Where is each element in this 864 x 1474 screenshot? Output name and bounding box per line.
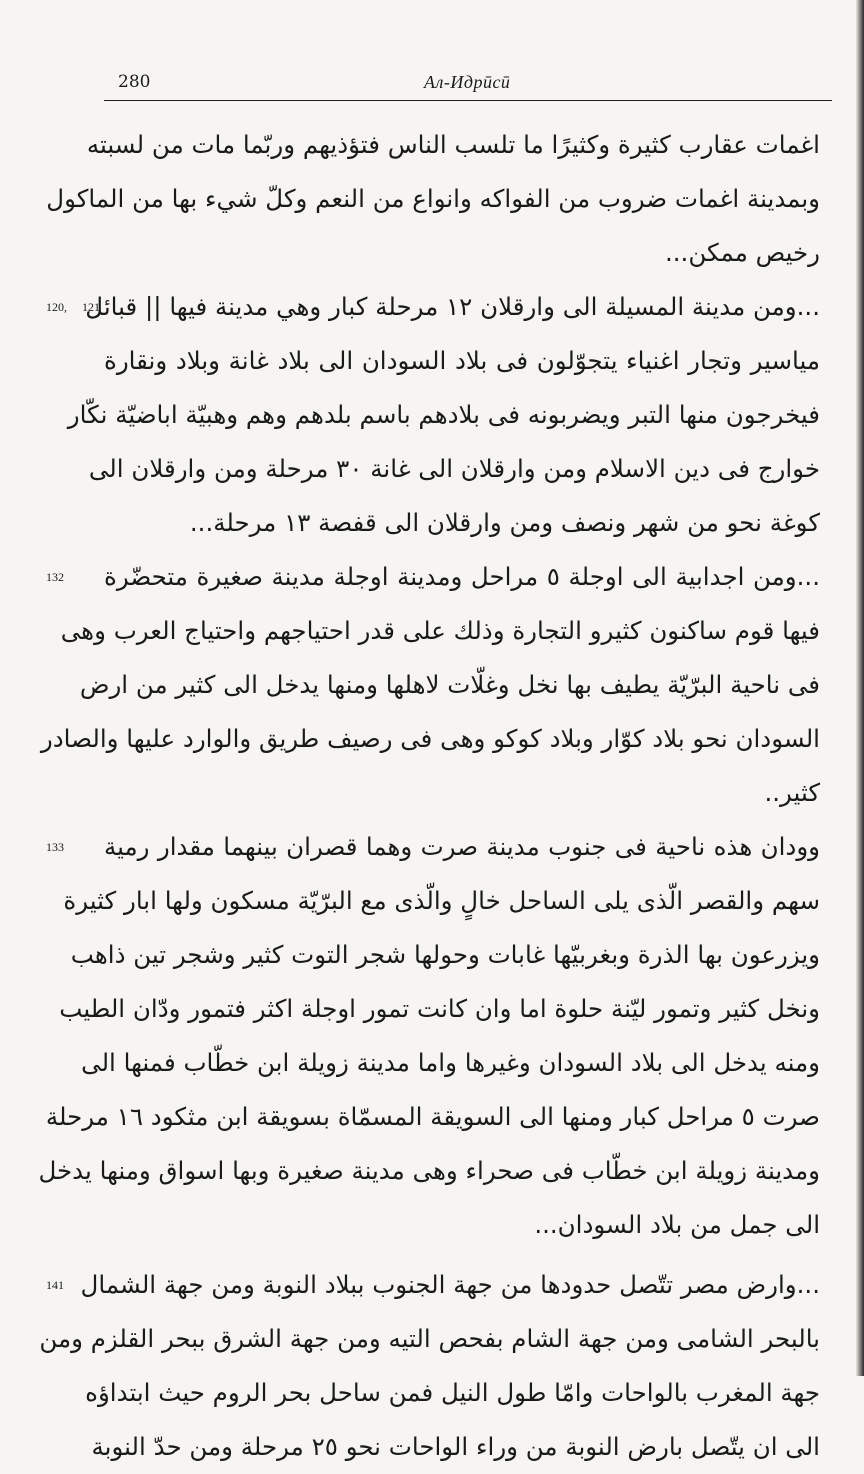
text-line: الى جمل من بلاد السودان... bbox=[534, 1210, 820, 1239]
page-header bbox=[104, 70, 832, 101]
text-line: 132 ...ومن اجدابية الى اوجلة ٥ مراحل ومدينة اوجلة مدينة صغيرة متحضّرة bbox=[104, 550, 820, 604]
marginal-reference: 120, 121 bbox=[46, 300, 100, 314]
text-line: خوارج فى دين الاسلام ومن وارقلان الى غانة ٣٠ مرحلة ومن وارقلان الى bbox=[88, 454, 820, 483]
text-line: صرت ٥ مراحل كبار ومنها الى السويقة المسمّاة بسويقة ابن مثكود ١٦ مرحلة bbox=[45, 1102, 820, 1131]
page-edge bbox=[856, 0, 864, 1376]
marginal-reference: 133 bbox=[46, 840, 64, 854]
text-line: السودان نحو بلاد كوّار وبلاد كوكو وهى فى رصيف طريق والوارد عليها والصادر bbox=[40, 724, 820, 753]
body-text bbox=[38, 118, 820, 1474]
marginal-reference: 132 bbox=[46, 570, 64, 584]
text-line: جهة المغرب بالواحات وامّا طول النيل فمن ساحل بحر الروم حيث ابتداؤه bbox=[85, 1378, 820, 1407]
text-line: فيها قوم ساكنون كثيرو التجارة وذلك على قدر احتياجهم واحتياج العرب وهى bbox=[60, 616, 820, 645]
text-line: سهم والقصر الّذى يلى الساحل خالٍ والّذى مع البرّيّة مسكون ولها ابار كثيرة bbox=[63, 886, 820, 915]
text-line: 120, 121 ...ومن مدينة المسيلة الى وارقلان ١٢ مرحلة كبار وهي مدينة فيها || قبائل bbox=[104, 280, 820, 334]
text-line: ومدينة زويلة ابن خطّاب فى صحراء وهى مدينة صغيرة وبها اسواق ومنها يدخل bbox=[38, 1156, 820, 1185]
text-line: رخيص ممكن... bbox=[664, 238, 820, 267]
text-line: بالبحر الشامى ومن جهة الشام بفحص التيه ومن جهة الشرق ببحر القلزم ومن bbox=[39, 1324, 820, 1353]
text-line: كوغة نحو من شهر ونصف ومن وارقلان الى قفصة ١٣ مرحلة... bbox=[189, 508, 820, 537]
text-line: 141 ...وارض مصر تتّصل حدودها من جهة الجنوب ببلاد النوبة ومن جهة الشمال bbox=[104, 1258, 820, 1312]
text-line: ويزرعون بها الذرة وبغربيّها غابات وحولها شجر التوت كثير وشجر تين ذاهب bbox=[70, 940, 820, 969]
page-number: 280 bbox=[118, 72, 151, 92]
text-line: اغمات عقارب كثيرة وكثيرًا ما تلسب الناس فتؤذيهم وربّما مات من لسبته bbox=[86, 130, 820, 159]
text-line: الى ان يتّصل بارض النوبة من وراء الواحات نحو ٢٥ مرحلة ومن حدّ النوبة bbox=[91, 1432, 820, 1461]
text-line: ونخل كثير وتمور ليّنة حلوة اما وان كانت تمور اوجلة اكثر فتمور ودّان الطيب bbox=[59, 994, 820, 1023]
text-line: وبمدينة اغمات ضروب من الفواكه وانواع من النعم وكلّ شيء بها من الماكول bbox=[46, 184, 820, 213]
text-line: 133 وودان هذه ناحية فى جنوب مدينة صرت وهما قصران بينهما مقدار رمية bbox=[104, 820, 820, 874]
text-line: فى ناحية البرّيّة يطيف بها نخل وغلّات لاهلها ومنها يدخل الى كثير من ارض bbox=[79, 670, 820, 699]
text-line: فيخرجون منها التبر ويضربونه فى بلادهم باسم بلدهم وهم وهبيّة اباضيّة نكّار bbox=[67, 400, 820, 429]
text-line: كثير.. bbox=[764, 778, 820, 807]
running-head: Ал-Идрӣсӣ bbox=[424, 72, 511, 92]
text-line: مياسير وتجار اغنياء يتجوّلون فى بلاد السودان الى بلاد غانة وبلاد ونقارة bbox=[104, 346, 820, 375]
text-line: ومنه يدخل الى بلاد السودان وغيرها واما مدينة زويلة ابن خطّاب فمنها الى bbox=[81, 1048, 820, 1077]
marginal-reference: 141 bbox=[46, 1278, 64, 1292]
